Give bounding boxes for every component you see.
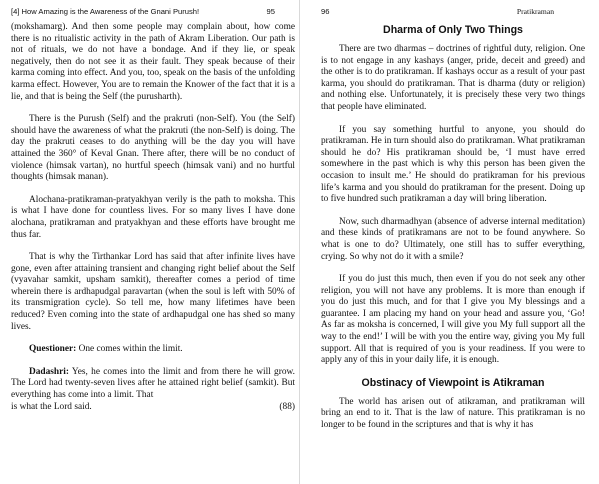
right-header-title: Pratikraman <box>516 7 554 16</box>
dadashri-paragraph <box>11 367 295 402</box>
left-paragraph: Alochana-pratikraman-pratyakhyan verily is the path to moksha. This is what I have done for countless lives. For so many lives I have done alochana, pratikraman and pratyakhyan and these efforts have brought me thus far. <box>11 194 295 240</box>
questioner-text: One comes within the limit. <box>76 344 183 355</box>
section-heading: Dharma of Only Two Things <box>383 24 523 36</box>
right-body-text <box>321 44 585 367</box>
questioner-paragraph <box>11 344 295 356</box>
dadashri-text: Yes, he comes into the limit and from there he will grow. The Lord had twenty-seven lives after he attained right belief (samkit). But everything has come into a limit. That <box>11 366 295 401</box>
right-page-number: 96 <box>321 7 330 16</box>
left-page-number: 95 <box>266 7 275 16</box>
left-running-head <box>11 0 295 22</box>
right-paragraph: If you do just this much, then even if you do not seek any other religion, you will not have any problems. It is more than enough if you do just this much, and for that I give you My blessings and a guarantee. I am placing my hand on your head and assure you, ‘Go! As far as moksha is concerned, I will give you My full support all the way to the end!’ I will be with you the entire way, giving you My full support. All that is required of you is your readiness. If you were to apply any of this in your daily life, it is enough. <box>321 274 585 366</box>
right-running-head <box>321 0 585 22</box>
right-paragraph: Now, such dharmadhyan (absence of adverse internal meditation) and these kinds of pratikramans are not to be found anywhere. So what is one to do? Ultimately, one still has to suffer everything, crying. So why not do it with a smile? <box>321 216 585 262</box>
dadashri-last-line <box>11 402 295 414</box>
section-heading: Obstinacy of Viewpoint is Atikraman <box>361 376 545 389</box>
left-paragraph: There is the Purush (Self) and the prakruti (non-Self). You (the Self) should have the awareness of what the prakruti (the non-Self) is doing. The day the prakruti ceases to do anything will be the day you will have attained the 360° of Keval Gnan. There after, there will be no conduct of violence (himsak vartan), no hurtful speech (himsak vani) and no hurtful thoughts (himsak manan). <box>11 114 295 183</box>
right-page <box>300 0 599 484</box>
right-paragraph: There are two dharmas – doctrines of rightful duty, religion. One is to not engage in any kashays (anger, pride, deceit and greed) and the other is to do pratikraman. If kashays occur as a result of your past karma, you should do pratikraman. That is dharma (duty or religion) and nothing else. Unfortunately, it is precisely these very two things that people have eliminated. <box>321 44 585 112</box>
right-paragraph: If you say something hurtful to anyone, you should do pratikraman. He in turn should also do pratikraman. What pratikraman should he do? His pratikraman should be, ‘I must have erred somewhere in the past which is why this person has been given the occasion to insult me.’ He should do pratikraman for his previous life’s karma and you should do pratikraman for the present. Doing up to five hundred such pratikraman a day will bring liberation. <box>321 124 585 205</box>
questioner-label: Questioner: <box>29 344 77 355</box>
left-paragraph: (mokshamarg). And then some people may complain about, how come there is no ritualistic activity in the path of Akram Liberation. Our path is not of rituals, we do not have a bondage. And if they lie, or speak negatively, then do not see it as their fault. They speak because of their karma coming into effect. And you, too, speak on the basis of the unfolding karma effect. However, You are to remain the Knower of the fact that it is a lie, and that is being the Self (the purusharth). <box>11 22 295 102</box>
dadashri-last-text: is what the Lord said. <box>11 401 92 412</box>
footnote-number: (88) <box>279 401 295 412</box>
left-header-title: [4] How Amazing is the Awareness of the Gnani Purush! <box>11 7 200 16</box>
right-body-text-2 <box>321 397 585 432</box>
left-body-text <box>11 22 295 413</box>
left-paragraph: That is why the Tirthankar Lord has said that after infinite lives have gone, even after attaining transient and changing right belief about the Self (vyavahar samkit, upsham samkit), thereafter comes a period of time wherein there is ardhapudgal paravartan (when the soul is left with 50% of its transmigration cycle). So tell me, how many lifetimes have been reduced? Even coming into the state of ardhapudgal one has shed so many lives. <box>11 252 295 332</box>
dadashri-label: Dadashri: <box>29 366 69 377</box>
right-paragraph: The world has arisen out of atikraman, and pratikraman will bring an end to it. That is the law of nature. This pratikraman is no longer to be found in the scriptures and that is why it has <box>321 396 585 431</box>
